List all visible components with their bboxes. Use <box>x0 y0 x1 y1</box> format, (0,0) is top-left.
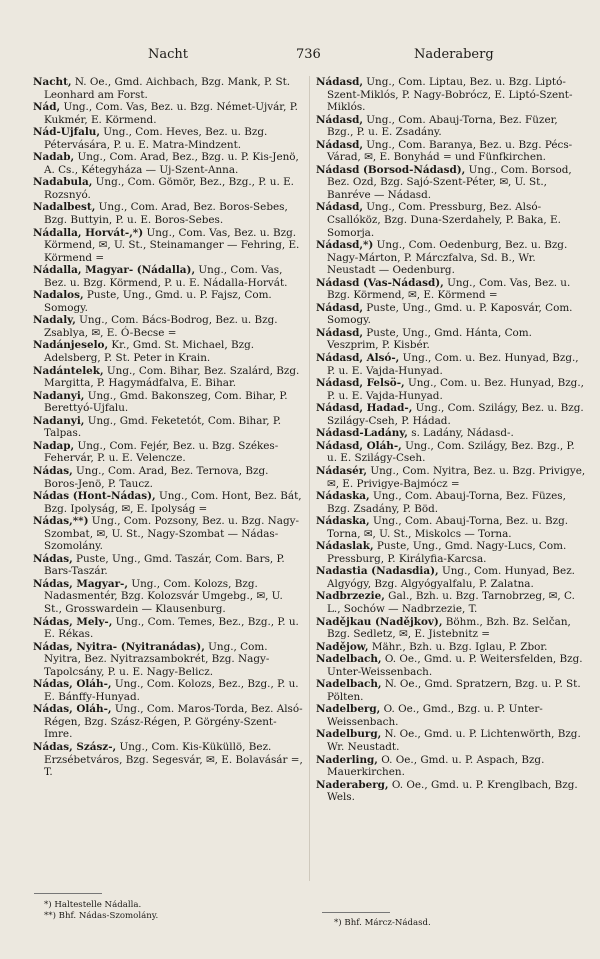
gazetteer-entry <box>316 540 586 565</box>
gazetteer-entry <box>33 151 303 176</box>
entry-headword: Nadanyi, <box>33 414 85 427</box>
entry-headword: Nadanyi, <box>33 389 85 402</box>
entry-text: Gal., Bzh. u. Bzg. Tarnobrzeg, ✉, C. L., Sochów — Nadbrzezie, T. <box>327 590 575 615</box>
gazetteer-entry <box>316 728 586 753</box>
column-divider <box>309 76 310 881</box>
entry-headword: Nádasér, <box>316 464 368 477</box>
footnote: **) Bhf. Nádas-Szomolány. <box>44 911 159 921</box>
gazetteer-entry <box>316 515 586 540</box>
left-column <box>33 76 303 779</box>
gazetteer-entry <box>33 678 303 703</box>
header-right-word: Naderaberg <box>414 47 494 62</box>
entry-text: Ung., Com. Bács-Bodrog, Bez. u. Bzg. Zsablya, ✉, E. Ó-Becse = <box>44 314 278 339</box>
entry-headword: Nádasd, <box>316 301 363 314</box>
entry-headword: Nadaly, <box>33 314 76 327</box>
gazetteer-entry <box>33 578 303 616</box>
entry-headword: Nádas, Oláh-, <box>33 678 112 691</box>
entry-headword: Nadánjeselo, <box>33 339 109 352</box>
footnotes-right <box>334 918 431 929</box>
gazetteer-entry <box>33 641 303 679</box>
entry-text: Ung., Com. Abauj-Torna, Bez. u. Bzg. Torna, ✉, U. St., Miskolcs — Torna. <box>327 515 569 540</box>
entry-text: Ung., Com. Szilágy, Bez. u. Bzg. Szilágy-Cseh, P. Hádad. <box>327 402 584 427</box>
gazetteer-entry <box>33 101 303 126</box>
entry-text: s. Ladány, Nádasd-. <box>411 427 514 440</box>
entry-text: Ung., Com. Gömör, Bez., Bzg., P. u. E. Rozsnyó. <box>44 176 294 201</box>
entry-headword: Nádas, Mely-, <box>33 615 113 628</box>
entry-text: Böhm., Bzh. Bz. Selčan, Bzg. Sedletz, ✉, E. Jistebnitz = <box>327 615 571 641</box>
entry-text: Ung., Com. Vas, Bez. u. Bzg. Német-Ujvár, P. Kukmér, E. Körmend. <box>44 101 298 126</box>
entry-headword: Nádasd (Vas-Nádasd), <box>316 276 444 289</box>
gazetteer-entry <box>316 465 586 490</box>
entry-text: Mähr., Bzh. u. Bzg. Iglau, P. Zbor. <box>371 640 548 653</box>
gazetteer-entry <box>316 427 586 440</box>
entry-headword: Nadelburg, <box>316 728 382 741</box>
entry-headword: Nadántelek, <box>33 364 104 377</box>
entry-text: O. Oe., Gmd. u. P. Aspach, Bzg. Mauerkirchen. <box>327 753 545 779</box>
entry-headword: Nadalos, <box>33 289 84 302</box>
entry-text: Ung., Gmd. Bakonszeg, Com. Bihar, P. Berettyó-Ujfalu. <box>44 389 288 415</box>
entry-text: Ung., Com. Pozsony, Bez. u. Bzg. Nagy-Szombat, ✉, U. St., Nagy-Szombat — Nádas-Szomolány. <box>44 515 299 553</box>
footnote: *) Bhf. Márcz-Nádasd. <box>334 918 431 928</box>
entry-headword: Nádaslak, <box>316 540 374 553</box>
entry-headword: Nádalla, Magyar- (Nádalla), <box>33 264 196 277</box>
entry-headword: Nacht, <box>33 76 72 88</box>
entry-text: Ung., Com. Abauj-Torna, Bez. Füzes, Bzg. Zsadány, P. Böd. <box>327 490 566 515</box>
entry-text: Ung., Com. Vas, Bez. u. Bzg. Körmend, ✉, U. St., Steinamanger — Fehring, E. Körmend = <box>44 226 300 264</box>
entry-headword: Nádasd (Borsod-Nádasd), <box>316 163 466 176</box>
gazetteer-entry <box>33 741 303 779</box>
gazetteer-entry <box>316 239 586 277</box>
gazetteer-entry <box>33 264 303 289</box>
gazetteer-entry <box>316 76 586 114</box>
footnote: *) Haltestelle Nádalla. <box>44 900 142 910</box>
entry-headword: Nadějow, <box>316 640 369 653</box>
header-left-word: Nacht <box>148 47 189 62</box>
entry-text: Ung., Com. Liptau, Bez. u. Bzg. Liptó-Szent-Miklós, P. Nagy-Bobrócz, E. Liptó-Szent-Miklós. <box>327 76 573 114</box>
gazetteer-entry <box>316 490 586 515</box>
entry-text: Ung., Com. Nyitra, Bez. u. Bzg. Privigye, ✉, E. Privigye-Bajmócz = <box>327 464 586 490</box>
entry-text: Puste, Ung., Gmd. u. P. Fajsz, Com. Somogy. <box>44 289 272 314</box>
entry-text: Ung., Com. Borsod, Bez. Ozd, Bzg. Sajó-Szent-Péter, ✉, U. St., Banréve — Nádasd. <box>327 163 572 201</box>
entry-headword: Nadbrzezie, <box>316 590 385 603</box>
entry-headword: Nádas (Hont-Nádas), <box>33 490 156 503</box>
entry-headword: Nád-Ujfalu, <box>33 126 100 139</box>
entry-headword: Nádasd, Oláh-, <box>316 439 402 452</box>
entry-headword: Naderling, <box>316 753 378 766</box>
entry-text: Ung., Com. Kis-Küküllö, Bez. Erzsébetváros, Bzg. Segesvár, ✉, E. Bolavásár =, T. <box>44 740 303 779</box>
gazetteer-entry <box>33 490 303 515</box>
gazetteer-entry <box>316 779 586 804</box>
entry-headword: Nadějkau (Nadějkov), <box>316 615 443 628</box>
entry-text: Ung., Com. Oedenburg, Bez. u. Bzg. Nagy-Márton, P. Márczfalva, Sd. B., Wr. Neustadt — Oedenburg. <box>327 239 568 277</box>
gazetteer-entry <box>316 616 586 641</box>
gazetteer-entry <box>33 126 303 151</box>
gazetteer-entry <box>316 703 586 728</box>
gazetteer-entry <box>316 653 586 678</box>
entry-text: Ung., Com. Hunyad, Bez. Algyógy, Bzg. Algyógyalfalu, P. Zalatna. <box>327 565 575 590</box>
gazetteer-entry <box>33 465 303 490</box>
entry-headword: Nádas,**) <box>33 515 89 528</box>
gazetteer-entry <box>33 339 303 364</box>
entry-text: Puste, Ung., Gmd. Nagy-Lucs, Com. Pressburg, P. Királyfia-Karcsa. <box>327 540 567 565</box>
entry-text: Ung., Com. Kolozs, Bez., Bzg., P. u. E. Bánffy-Hunyad. <box>44 678 299 703</box>
gazetteer-entry <box>316 277 586 302</box>
entry-headword: Nádas, Nyitra- (Nyitranádas), <box>33 640 205 653</box>
entry-headword: Naderaberg, <box>316 778 389 791</box>
gazetteer-entry <box>33 440 303 465</box>
entry-headword: Nádasd, Alsó-, <box>316 352 400 365</box>
gazetteer-entry <box>33 314 303 339</box>
gazetteer-entry <box>33 227 303 265</box>
gazetteer-entry <box>316 302 586 327</box>
gazetteer-entry <box>33 365 303 390</box>
entry-headword: Nádasd, Felsö-, <box>316 377 405 390</box>
gazetteer-entry <box>316 754 586 779</box>
gazetteer-entry <box>33 415 303 440</box>
entry-text: Ung., Com. Arad, Bez., Bzg. u. P. Kis-Jenö, A. Cs., Kétegyháza — Uj-Szent-Anna. <box>44 151 299 176</box>
entry-text: N. Oe., Gmd. Aichbach, Bzg. Mank, P. St. Leonhard am Forst. <box>44 76 291 101</box>
footnotes-left <box>44 900 158 922</box>
entry-text: O. Oe., Gmd. u. P. Krenglbach, Bzg. Wels. <box>327 778 578 804</box>
gazetteer-entry <box>316 352 586 377</box>
entry-text: Ung., Com. Heves, Bez. u. Bzg. Pétervására, P. u. E. Matra-Mindzent. <box>44 126 268 151</box>
gazetteer-entry <box>316 565 586 590</box>
entry-text: Ung., Com. Szilágy, Bez. Bzg., P. u. E. Szilágy-Cseh. <box>327 439 575 465</box>
gazetteer-entry <box>316 377 586 402</box>
gazetteer-entry <box>316 114 586 139</box>
entry-text: Ung., Com. Baranya, Bez. u. Bzg. Pécs-Várad, ✉, E. Bonyhád = und Fünfkirchen. <box>327 138 573 164</box>
entry-text: Kr., Gmd. St. Michael, Bzg. Adelsberg, P. St. Peter in Krain. <box>44 339 255 365</box>
entry-text: Ung., Com. Fejér, Bez. u. Bzg. Székes-Fehervár, P. u. E. Velencze. <box>44 439 279 465</box>
entry-headword: Nadalbest, <box>33 201 96 214</box>
footnote-rule-right <box>322 912 390 913</box>
entry-text: Ung., Com. Vas, Bez. u. Bzg. Körmend, ✉, E. Körmend = <box>327 276 571 302</box>
entry-text: Ung., Gmd. Feketetót, Com. Bihar, P. Talpas. <box>44 414 282 440</box>
gazetteer-entry <box>316 164 586 202</box>
gazetteer-entry <box>33 553 303 578</box>
entry-text: N. Oe., Gmd. Spratzern, Bzg. u. P. St. Pölten. <box>327 678 581 703</box>
entry-text: Ung., Com. Arad, Bez. Boros-Sebes, Bzg. Buttyin, P. u. E. Boros-Sebes. <box>44 201 288 227</box>
entry-headword: Nádasd, <box>316 138 363 151</box>
entry-headword: Nádas, Oláh-, <box>33 703 112 716</box>
entry-headword: Nádaska, <box>316 515 370 528</box>
entry-headword: Nádas, Szász-, <box>33 740 117 753</box>
entry-headword: Nadastia (Nadasdia), <box>316 565 439 578</box>
page-number: 736 <box>296 47 321 62</box>
gazetteer-entry <box>316 678 586 703</box>
gazetteer-entry <box>33 176 303 201</box>
entry-headword: Nadabula, <box>33 176 93 189</box>
entry-text: Ung., Com. u. Bez. Hunyad, Bzg., P. u. E. Vajda-Hunyad. <box>327 352 579 377</box>
entry-text: O. Oe., Gmd., Bzg. u. P. Unter-Weissenbach. <box>327 703 543 728</box>
footnote-rule-left <box>34 893 102 894</box>
gazetteer-entry <box>33 616 303 641</box>
entry-text: Ung., Com. Kolozs, Bzg. Nadasmentér, Bzg. Kolozsvár Umgebg., ✉, U. St., Grosswardein — Klausenburg. <box>44 577 283 615</box>
entry-headword: Nádasd, <box>316 326 363 339</box>
gazetteer-entry <box>316 327 586 352</box>
entry-text: Ung., Com. Maros-Torda, Bez. Alsó-Régen, Bzg. Szász-Régen, P. Görgény-Szent-Imre. <box>44 703 303 741</box>
entry-text: Ung., Com. u. Bez. Hunyad, Bzg., P. u. E. Vajda-Hunyad. <box>327 377 584 402</box>
entry-text: Ung., Com. Bihar, Bez. Szalárd, Bzg. Margitta, P. Hagymádfalva, E. Bihar. <box>44 364 300 390</box>
gazetteer-entry <box>33 289 303 314</box>
entry-text: Ung., Com. Pressburg, Bez. Alsó-Csallóköz, Bzg. Duna-Szerdahely, P. Baka, E. Somorja. <box>327 201 561 239</box>
entry-headword: Nadelberg, <box>316 703 381 716</box>
gazetteer-entry <box>316 440 586 465</box>
entry-text: Puste, Ung., Gmd. Hánta, Com. Veszprim, P. Kisbér. <box>327 326 532 352</box>
entry-headword: Nádasd, Hadad-, <box>316 402 413 415</box>
gazetteer-entry <box>33 201 303 226</box>
gazetteer-entry <box>33 703 303 741</box>
entry-headword: Nadelbach, <box>316 678 382 691</box>
entry-headword: Nádasd,*) <box>316 239 374 252</box>
entry-text: Ung., Com. Temes, Bez., Bzg., P. u. E. Rékas. <box>44 615 299 641</box>
entry-headword: Nádas, Magyar-, <box>33 577 128 590</box>
entry-headword: Nádasd-Ladány, <box>316 427 408 440</box>
entry-headword: Nadelbach, <box>316 653 382 666</box>
gazetteer-entry <box>316 641 586 654</box>
entry-headword: Nádas, <box>33 552 73 565</box>
entry-headword: Nádasd, <box>316 201 363 214</box>
gazetteer-entry <box>316 201 586 239</box>
entry-text: Puste, Ung., Gmd. u. P. Kaposvár, Com. Somogy. <box>327 301 573 327</box>
entry-text: N. Oe., Gmd. u. P. Lichtenwörth, Bzg. Wr. Neustadt. <box>327 728 581 753</box>
gazetteer-entry <box>33 76 303 101</box>
entry-text: Ung., Com. Abauj-Torna, Bez. Füzer, Bzg., P. u. E. Zsadány. <box>327 113 558 139</box>
entry-text: Ung., Com. Arad, Bez. Ternova, Bzg. Boros-Jenö, P. Taucz. <box>44 464 269 490</box>
entry-text: Ung., Com. Hont, Bez. Bát, Bzg. Ipolyság, ✉, E. Ipolyság = <box>44 490 302 515</box>
entry-text: Puste, Ung., Gmd. Taszár, Com. Bars, P. Bars-Taszár. <box>44 552 285 578</box>
entry-headword: Nádasd, <box>316 76 363 88</box>
entry-text: O. Oe., Gmd. u. P. Weitersfelden, Bzg. Unter-Weissenbach. <box>327 653 583 678</box>
entry-headword: Nadab, <box>33 151 75 164</box>
gazetteer-entry <box>316 139 586 164</box>
entry-headword: Nadap, <box>33 439 75 452</box>
entry-text: Ung., Com. Vas, Bez. u. Bzg. Körmend, P. u. E. Nádalla-Horvát. <box>44 264 288 289</box>
gazetteer-entry <box>316 402 586 427</box>
gazetteer-entry <box>33 390 303 415</box>
gazetteer-entry <box>316 590 586 615</box>
entry-headword: Nádasd, <box>316 113 363 126</box>
gazetteer-entry <box>33 515 303 553</box>
entry-headword: Nádaska, <box>316 490 370 503</box>
entry-headword: Nádas, <box>33 464 73 477</box>
entry-headword: Nád, <box>33 101 61 114</box>
entry-text: Ung., Com. Nyitra, Bez. Nyitrazsambokrét, Bzg. Nagy-Tapolcsány, P. u. E. Nagy-Belicz. <box>44 640 270 678</box>
right-column <box>316 76 586 804</box>
entry-headword: Nádalla, Horvát-,*) <box>33 226 144 239</box>
